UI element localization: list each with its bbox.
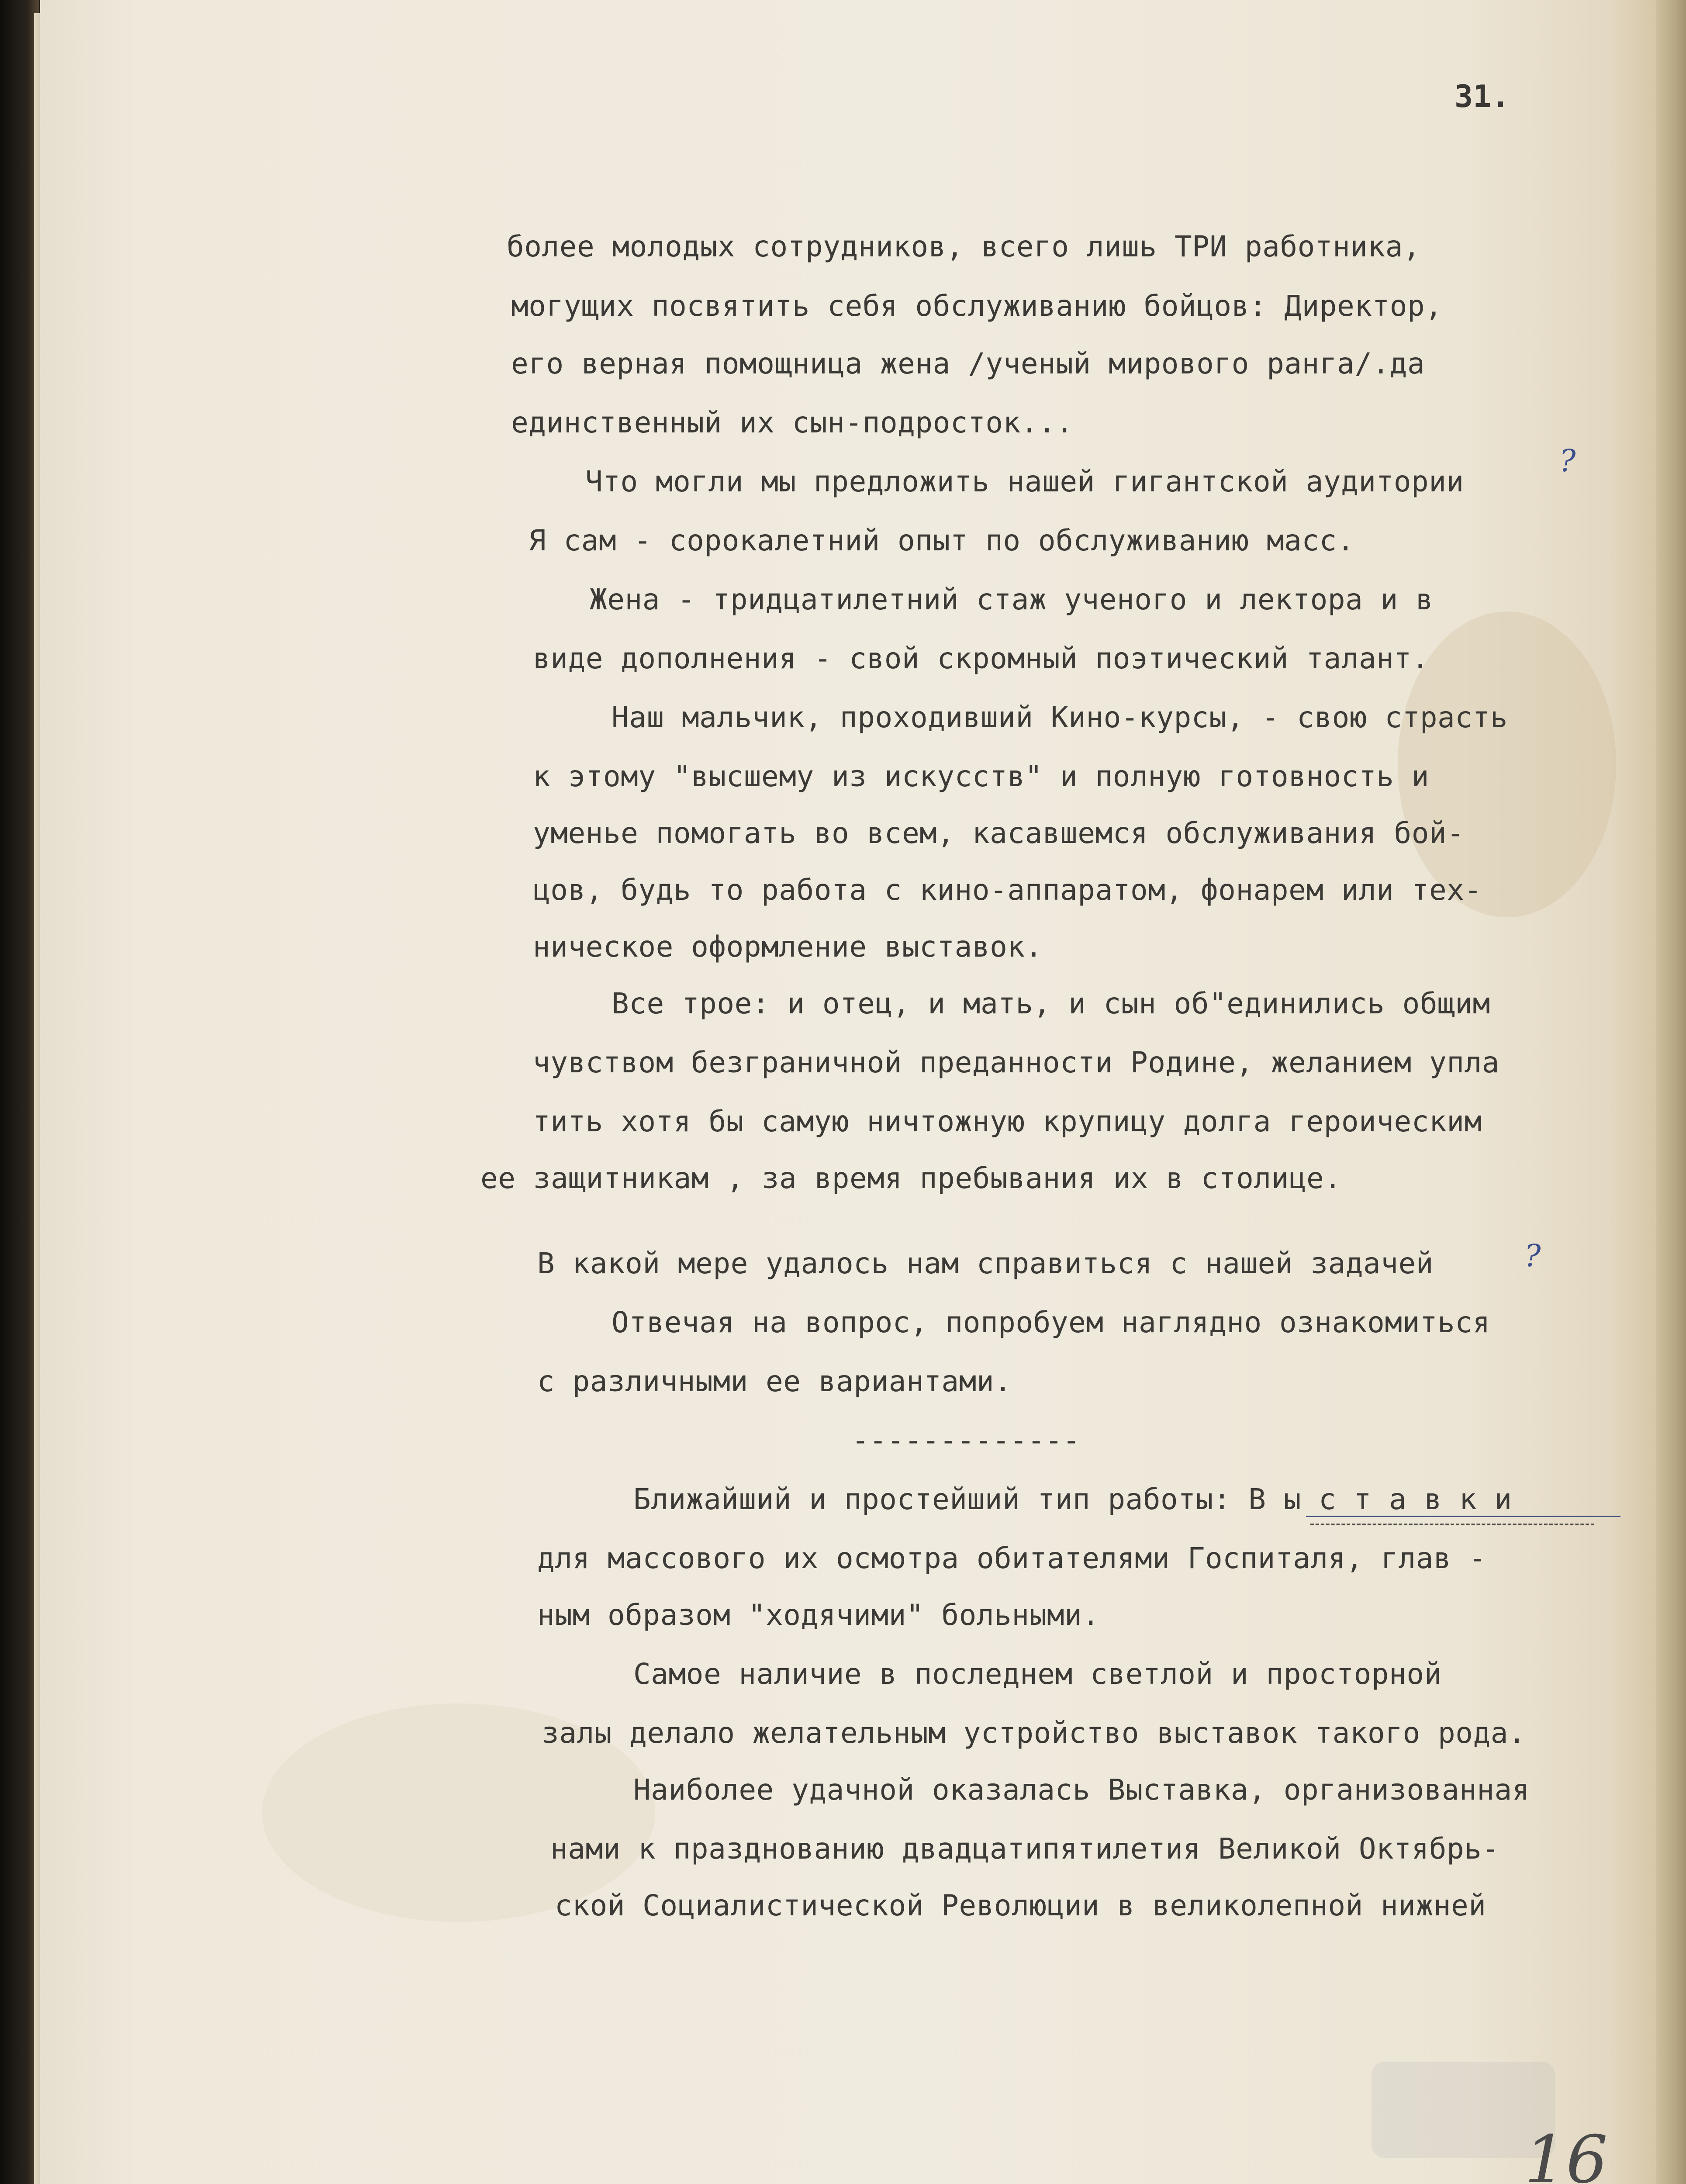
handwritten-question-mark: ? [1524,1238,1541,1274]
text-line: ее защитникам , за время пребывания их в столице. [480,1161,1342,1195]
scan-background-left [0,0,39,2184]
text-line: для массового их осмотра обитателями Госпиталя, глав - [537,1541,1486,1575]
text-line: ным образом "ходячими" больными. [537,1598,1100,1632]
text-line: ской Социалистической Революции в великолепной нижней [555,1889,1486,1922]
paper-stain [1398,612,1616,917]
text-line: чувством безграничной преданности Родине, желанием упла [533,1046,1499,1079]
text-line: к этому "высшему из искусств" и полную готовность и [533,760,1430,793]
text-line: В какой мере удалось нам справиться с нашей задачей [537,1247,1434,1280]
pen-underline [1306,1516,1620,1517]
text-line: Жена - тридцатилетний стаж ученого и лектора и в [590,583,1434,616]
text-line: с различными ее вариантами. [537,1365,1012,1398]
text-line: Все трое: и отец, и мать, и сын об"единились общим [612,987,1490,1020]
section-separator: ------------- [852,1424,1081,1457]
page-right-edge [1656,0,1686,2184]
text-line: уменье помогать во всем, касавшемся обслуживания бой- [533,816,1465,850]
text-line: Что могли мы предложить нашей гигантской аудитории [585,465,1464,498]
text-line: цов, будь то работа с кино-аппаратом, фонарем или тех- [533,873,1482,907]
text-line: залы делало желательным устройство выставок такого рода. [542,1716,1526,1750]
handwritten-question-mark: ? [1559,443,1576,479]
typed-underline [1310,1524,1594,1525]
text-line: могущих посвятить себя обслуживанию бойцов: Директор, [511,289,1443,323]
text-line: Самое наличие в последнем светлой и просторной [633,1657,1442,1691]
text-line: Я сам - сорокалетний опыт по обслуживанию масс. [529,524,1355,557]
text-line: единственный их сын-подросток... [511,406,1074,439]
text-line: Наиболее удачной оказалась Выставка, организованная [633,1773,1530,1807]
text-line: виде дополнения - свой скромный поэтический талант. [533,642,1430,675]
text-line: Ближайший и простейший тип работы: В ы с т а в к и [633,1482,1512,1516]
text-line: Наш мальчик, проходивший Кино-курсы, - свою страсть [612,701,1508,734]
archive-folio-number: 16 [1524,2122,1608,2184]
text-line: тить хотя бы самую ничтожную крупицу долга героическим [533,1105,1482,1138]
text-line: нами к празднованию двадцатипятилетия Великой Октябрь- [550,1832,1499,1866]
text-line: более молодых сотрудников, всего лишь ТРИ работника, [507,230,1421,263]
text-line: ническое оформление выставок. [533,930,1043,964]
text-line: Отвечая на вопрос, попробуем наглядно ознакомиться [612,1306,1490,1339]
text-line: его верная помощница жена /ученый мирового ранга/.да [511,347,1425,380]
page-number: 31. [1455,79,1510,114]
